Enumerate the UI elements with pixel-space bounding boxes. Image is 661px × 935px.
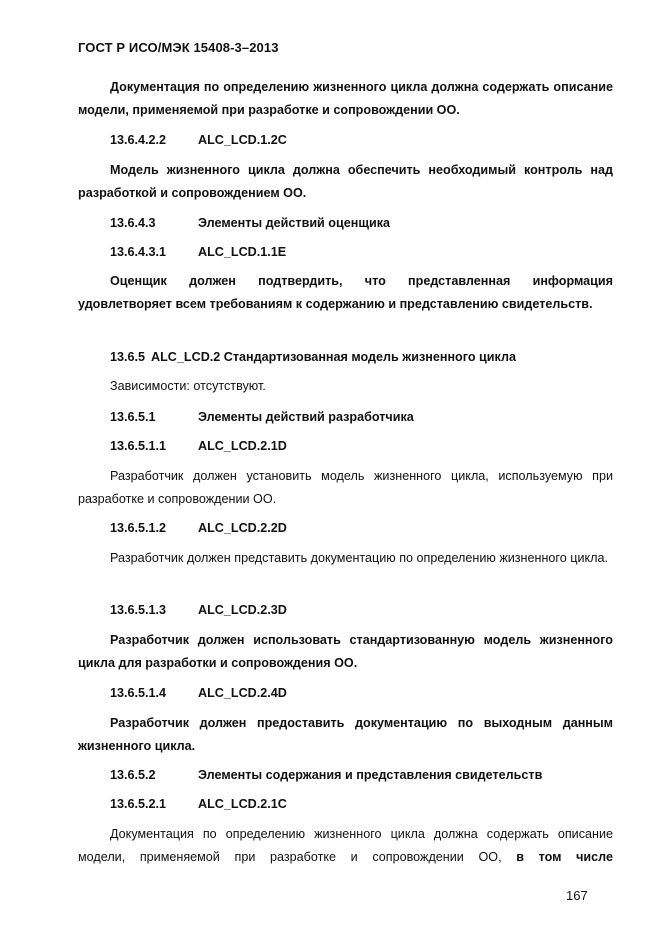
section-heading [110,133,287,147]
section-title: ALC_LCD.2.1C [198,797,287,811]
section-title: Элементы действий оценщика [198,216,391,230]
section-heading [110,350,516,364]
section-number: 13.6.5 [110,350,146,364]
section-title: ALC_LCD.2.4D [198,686,287,700]
document-header: ГОСТ Р ИСО/МЭК 15408-3–2013 [78,40,279,55]
section-number: 13.6.5.1.4 [110,686,167,700]
paragraph: Разработчик должен использовать стандартизованную модель жизненного цикла для разработки и сопровождения ОО. [78,633,613,670]
section-heading [110,521,287,535]
paragraph: Модель жизненного цикла должна обеспечить необходимый контроль над разработкой и сопровождением ОО. [78,163,613,200]
section-title: Элементы действий разработчика [198,410,414,424]
section-number: 13.6.5.1.2 [110,521,167,535]
section-title: ALC_LCD.1.2C [198,133,287,147]
section-title: ALC_LCD.2.3D [198,603,287,617]
paragraph: Разработчик должен установить модель жизненного цикла, используемую при разработке и сопровождении ОО. [78,469,613,506]
section-heading [110,410,414,424]
paragraph: Разработчик должен предоставить документацию по выходным данным жизненного цикла. [78,716,613,753]
paragraph: Зависимости: отсутствуют. [110,379,266,393]
section-heading [110,216,390,230]
section-heading [110,768,542,782]
paragraph: Разработчик должен представить документацию по определению жизненного цикла. [110,551,608,565]
section-heading [110,686,287,700]
paragraph: Документация по определению жизненного цикла должна содержать описание модели, применяемой при разработке и сопровождении ОО. [78,80,613,117]
section-heading [110,603,287,617]
section-heading [110,439,287,453]
section-number: 13.6.5.1.3 [110,603,167,617]
paragraph [78,823,613,869]
section-number: 13.6.5.2 [110,768,156,782]
paragraph: Оценщик должен подтвердить, что представленная информация удовлетворяет всем требованиям к содержанию и представлению свидетельств. [78,274,613,311]
section-heading [110,245,286,259]
section-number: 13.6.5.1.1 [110,439,167,453]
paragraph-text: Документация по определению жизненного цикла должна содержать описание модели, применяемой при разработке и сопровождении ОО, [78,827,613,864]
section-title: ALC_LCD.2 Стандартизованная модель жизненного цикла [151,350,516,364]
section-title: Элементы содержания и представления свидетельств [198,768,543,782]
section-title: ALC_LCD.2.2D [198,521,287,535]
page-number: 167 [566,888,588,903]
section-number: 13.6.5.1 [110,410,156,424]
section-heading [110,797,287,811]
section-number: 13.6.4.3.1 [110,245,167,259]
section-title: ALC_LCD.1.1E [198,245,287,259]
section-number: 13.6.5.2.1 [110,797,167,811]
paragraph-bold-tail: в том числе [516,850,614,864]
section-number: 13.6.4.2.2 [110,133,167,147]
section-title: ALC_LCD.2.1D [198,439,287,453]
section-number: 13.6.4.3 [110,216,156,230]
